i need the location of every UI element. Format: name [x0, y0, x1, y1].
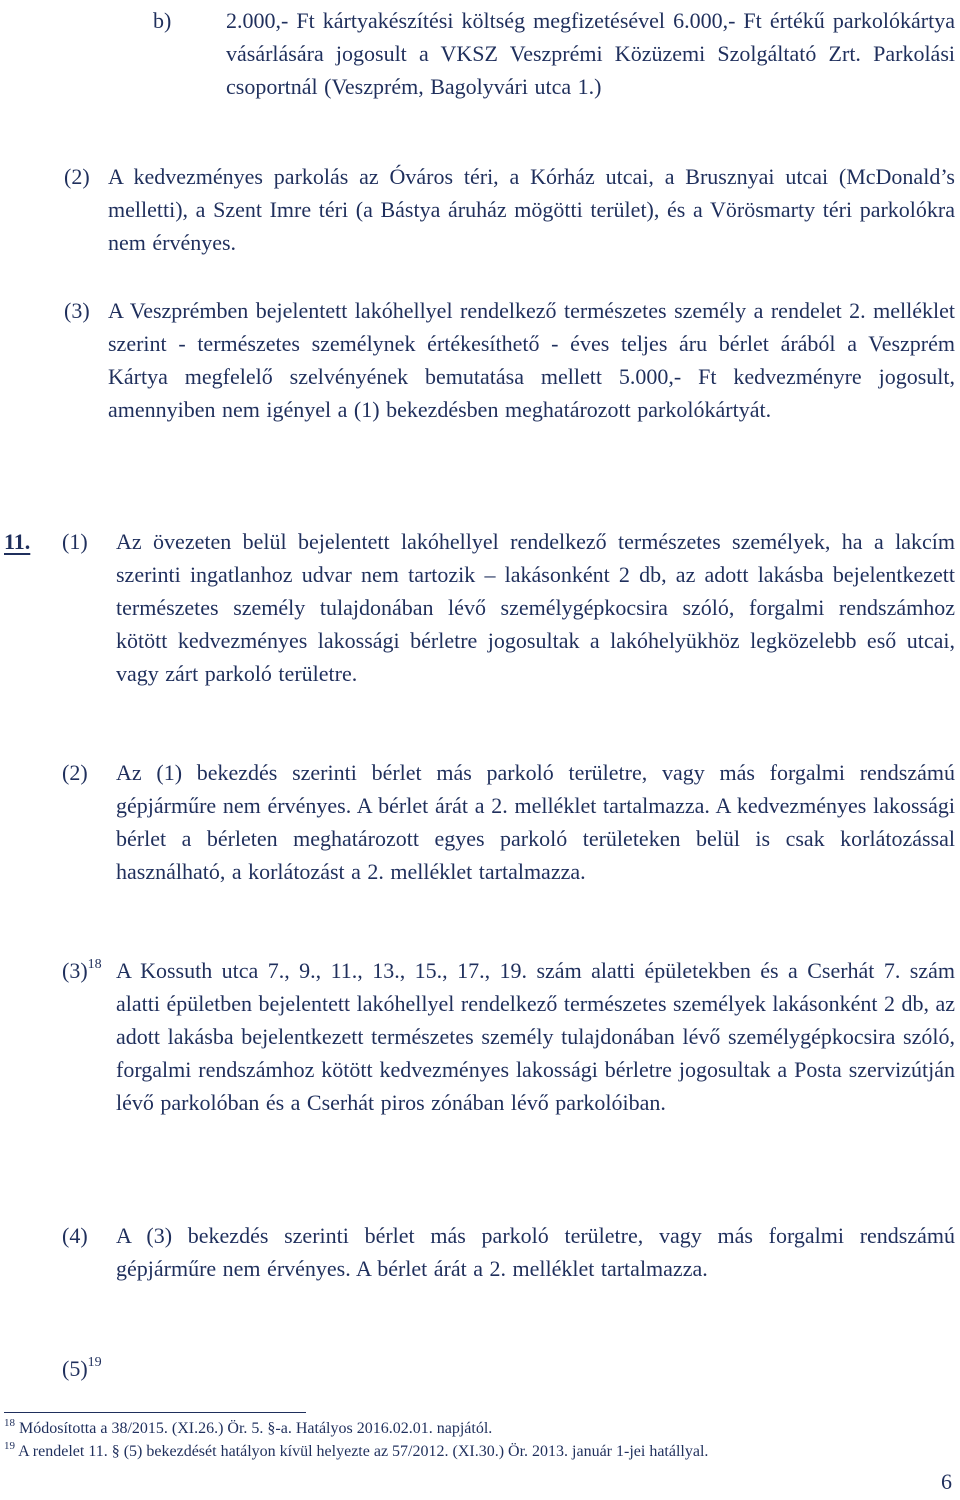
- footnote-text: A rendelet 11. § (5) bekezdését hatályon kívül helyezte az 57/2012. (XI.30.) Ör. 2013. január 1-jei hatállyal.: [18, 1443, 709, 1460]
- section-11-paragraph-5: [62, 1352, 262, 1385]
- footnote-number: 19: [4, 1439, 15, 1452]
- footnote-text: Módosította a 38/2015. (XI.26.) Ör. 5. §-a. Hatályos 2016.02.01. napjától.: [19, 1420, 493, 1437]
- section-number: [4, 525, 62, 558]
- paragraph-text: 2.000,- Ft kártyakészítési költség megfizetésével 6.000,- Ft értékű parkolókártya vásárlására jogosult a VKSZ Veszprémi Közüzemi Szolgáltató Zrt. Parkolási csoportnál (Veszprém, Bagolyvári utca 1.): [226, 8, 955, 99]
- paragraph-text: A (3) bekezdés szerinti bérlet más parkoló területre, vagy más forgalmi rendszámú gépjárműre nem érvényes. A bérlet árát a 2. melléklet tartalmazza.: [116, 1223, 955, 1281]
- paragraph-label: (1): [62, 529, 88, 554]
- paragraph-text: Az (1) bekezdés szerinti bérlet más parkoló területre, vagy más forgalmi rendszámú gépjárműre nem érvényes. A bérlet árát a 2. melléklet tartalmazza. A kedvezményes lakossági bérlet a bérleten meghatározott egyes parkoló területeken belül is csak korlátozással használható, a korlátozást a 2. melléklet tartalmazza.: [116, 760, 955, 884]
- paragraph-text: Az övezeten belül bejelentett lakóhellyel rendelkező természetes személyek, ha a lakcím szerinti ingatlanhoz udvar nem tartozik – lakásonként 2 db, az adott lakásba bejelentkezett természetes személy tulajdonában lévő személygépkocsira szóló, forgalmi rendszámhoz kötött kedvezményes lakossági bérletre jogosultak a lakóhelyükhöz legközelebb eső utcai, vagy zárt parkoló területre.: [116, 529, 955, 686]
- section-11-paragraph-4: [62, 1219, 955, 1285]
- paragraph-text: A Veszprémben bejelentett lakóhellyel rendelkező természetes személy a rendelet 2. melléklet szerint - természetes személynek értékesíthető - éves teljes áru bérlet árából a Veszprém Kártya megfelelő szelvényének bemutatása mellett 5.000,- Ft kedvezményre jogosult, amennyiben nem igényel a (1) bekezdésben meghatározott parkolókártyát.: [108, 298, 955, 422]
- paragraph-label: (4): [62, 1223, 88, 1248]
- footnote: [4, 1441, 708, 1463]
- footnote-ref: 19: [87, 1354, 102, 1370]
- paragraph-label: b): [153, 8, 172, 33]
- section-11-paragraph-3: [62, 954, 955, 1119]
- paragraph-2: [64, 160, 955, 259]
- page-number: 6: [941, 1469, 952, 1494]
- paragraph-text: A Kossuth utca 7., 9., 11., 13., 15., 17., 19. szám alatti épületekben és a Cserhát 7. szám alatti épületben bejelentett lakóhellyel rendelkező természetes személyek lakásonként 2 db, az adott lakásba bejelentkezett természetes személy tulajdonában lévő személygépkocsira szóló, forgalmi rendszámhoz kötött kedvezményes lakossági bérletre jogosultak a Posta szervizútján lévő parkolóban és a Cserhát piros zónában lévő parkolóiban.: [116, 958, 955, 1115]
- footnote-number: 18: [4, 1416, 15, 1429]
- footnote-separator: [4, 1412, 306, 1413]
- paragraph-label: (2): [64, 164, 90, 189]
- paragraph-label-with-footnote: [62, 1352, 102, 1385]
- section-11-paragraph-2: [62, 756, 955, 888]
- paragraph-b: [153, 4, 955, 103]
- paragraph-label: (3): [62, 958, 88, 983]
- paragraph-label-with-footnote: [62, 954, 116, 987]
- footnote-ref: 18: [87, 956, 102, 972]
- footnote: [4, 1418, 492, 1440]
- paragraph-3: [64, 294, 955, 426]
- paragraph-label: (5): [62, 1356, 88, 1381]
- paragraph-label: (2): [62, 760, 88, 785]
- section-11-paragraph-1: [4, 525, 955, 690]
- section-11-number: 11.: [4, 529, 31, 554]
- paragraph-label: (3): [64, 298, 90, 323]
- paragraph-text: A kedvezményes parkolás az Óváros téri, a Kórház utcai, a Brusznyai utcai (McDonald’s melletti), a Szent Imre téri (a Bástya áruház mögötti terület), és a Vörösmarty téri parkolókra nem érvényes.: [108, 164, 955, 255]
